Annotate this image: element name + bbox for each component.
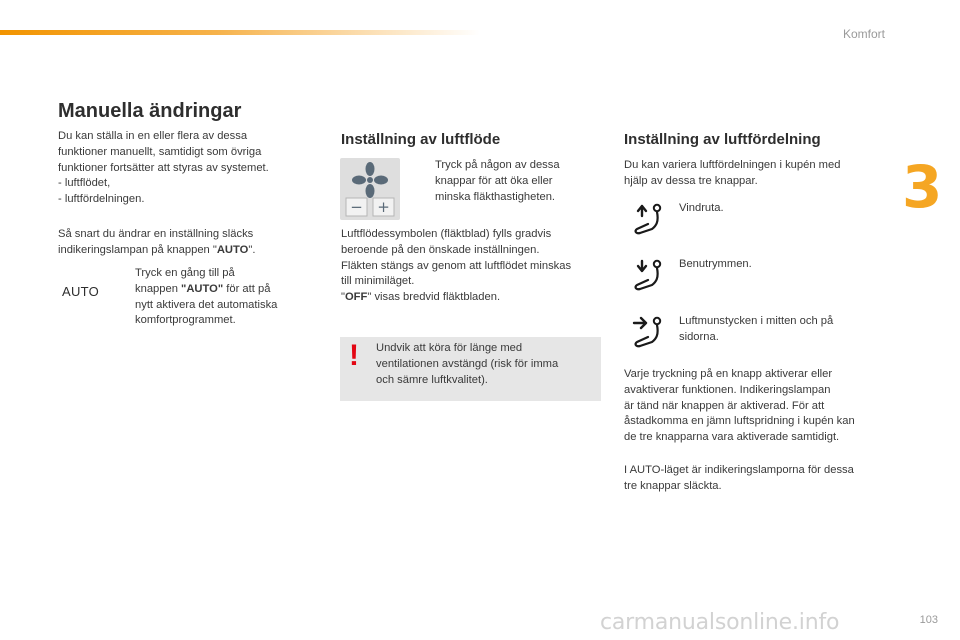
vents-airflow-icon: [630, 315, 666, 356]
fan-bullet-line: minska fläkthastigheten.: [435, 190, 556, 203]
footwell-airflow-icon: [630, 258, 666, 299]
fan-control-panel: [340, 158, 400, 220]
intro-line: Du kan ställa in en eller flera av dessa: [58, 130, 248, 142]
warning-text: [376, 341, 596, 388]
auto-mode-line: tre knappar släckta.: [624, 479, 722, 492]
warning-line: och sämre luftkvalitet).: [376, 373, 488, 386]
intro-line: funktioner fortsätter att styras av systemet.: [58, 161, 269, 174]
distribution-paragraph: [624, 367, 894, 446]
distribution-intro-line: hjälp av dessa tre knappar.: [624, 174, 758, 187]
auto-mode-line: I AUTO-läget är indikeringslamporna för dessa: [624, 464, 854, 476]
bullet-marker: [415, 158, 435, 205]
off-line: "OFF" visas bredvid fläktbladen.: [341, 291, 501, 304]
distribution-intro: [624, 158, 884, 190]
airflow-line: beroende på den önskade inställningen.: [341, 243, 540, 256]
warning-line: Undvik att köra för länge med: [376, 342, 523, 354]
footwell-label: Benutrymmen.: [679, 258, 752, 270]
warning-icon: !: [349, 339, 359, 372]
windscreen-airflow-icon: [630, 202, 666, 243]
airflow-line: Fläkten stängs av genom att luftflödet minskas: [341, 259, 572, 272]
vents-label: [679, 314, 879, 346]
fan-plus-label: +: [377, 198, 390, 216]
intro-line: funktioner manuellt, samtidigt som övriga: [58, 145, 262, 158]
chapter-number: 3: [902, 153, 943, 221]
auto-bullet: [115, 266, 310, 329]
vents-label-line: Luftmunstycken i mitten och på: [679, 315, 834, 327]
intro-block: [58, 129, 308, 208]
auto-note: [58, 227, 308, 259]
distribution-intro-line: Du kan variera luftfördelningen i kupén med: [624, 159, 841, 171]
list-item: - luftflödet,: [58, 177, 111, 190]
bullet-marker: [115, 266, 135, 329]
auto-note-line: Så snart du ändrar en inställning släcks: [58, 228, 254, 240]
distribution-line: åstadkomma en jämn luftspridning i kupén kan: [624, 415, 855, 428]
airflow-heading: Inställning av luftflöde: [341, 131, 501, 148]
page-title: Manuella ändringar: [58, 100, 242, 122]
header-accent-bar: [0, 30, 480, 35]
fan-bullet-line: Tryck på någon av dessa: [435, 159, 560, 171]
airflow-description: [341, 227, 606, 306]
distribution-line: de tre knapparna vara aktiverade samtidigt.: [624, 431, 840, 444]
fan-icon: [340, 158, 400, 220]
warning-line: ventilationen avstängd (risk för imma: [376, 357, 559, 370]
auto-note-line: indikeringslampan på knappen "AUTO".: [58, 243, 256, 256]
auto-bullet-line: knappen "AUTO" för att på: [135, 282, 271, 295]
fan-bullet-line: knappar för att öka eller: [435, 174, 553, 187]
distribution-line: avaktiverar funktionen. Indikeringslampan: [624, 383, 831, 396]
list-item: - luftfördelningen.: [58, 193, 145, 206]
distribution-line: Varje tryckning på en knapp aktiverar eller: [624, 368, 833, 380]
section-label: Komfort: [842, 27, 885, 41]
airflow-line: till minimiläget.: [341, 275, 415, 288]
distribution-line: är tänd när knappen är aktiverad. För att: [624, 399, 825, 412]
fan-minus-label: −: [350, 198, 363, 216]
fan-bullet: [415, 158, 600, 205]
auto-bullet-line: komfortprogrammet.: [135, 314, 236, 327]
auto-mode-note: [624, 463, 894, 495]
watermark: carmanualsonline.info: [600, 610, 840, 635]
auto-button-label: AUTO: [62, 284, 100, 299]
auto-bullet-line: nytt aktivera det automatiska: [135, 298, 278, 311]
distribution-heading: Inställning av luftfördelning: [624, 131, 821, 148]
windscreen-label: Vindruta.: [679, 202, 724, 214]
page-number: 103: [919, 614, 938, 626]
vents-label-line: sidorna.: [679, 330, 719, 343]
airflow-line: Luftflödessymbolen (fläktblad) fylls gradvis: [341, 228, 552, 240]
auto-bullet-line: Tryck en gång till på: [135, 267, 235, 279]
